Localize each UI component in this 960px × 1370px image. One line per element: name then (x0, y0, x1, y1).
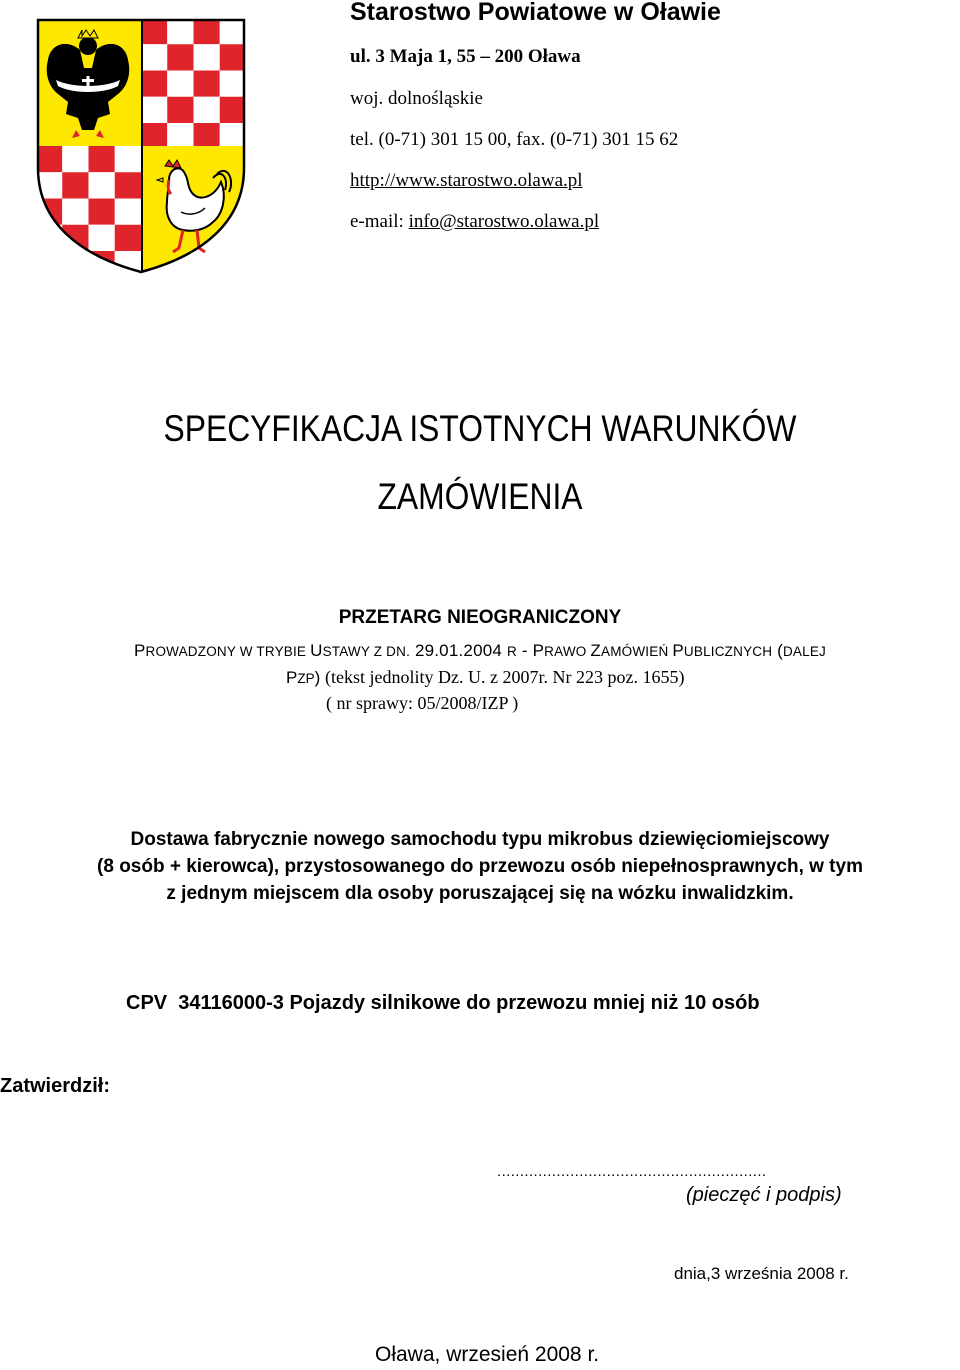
cpv-code: CPV 34116000-3 Pojazdy silnikowe do przewozu mniej niż 10 osób (126, 992, 760, 1014)
email-label: e-mail: (350, 211, 409, 232)
signature-line: ........................................................... (497, 1163, 767, 1180)
coat-of-arms-icon (36, 18, 246, 274)
approval-date: dnia,3 września 2008 r. (674, 1264, 849, 1283)
document-title-line-2: ZAMÓWIENIA (377, 476, 583, 517)
address-street: ul. 3 Maja 1, 55 – 200 Oława (350, 46, 581, 67)
stamp-signature-label: (pieczęć i podpis) (686, 1184, 842, 1206)
subject-line-2: (8 osób + kierowca), przystosowanego do przewozu osób niepełnosprawnych, w tym (97, 856, 863, 877)
document-title-line-1: SPECYFIKACJA ISTOTNYCH WARUNKÓW (163, 408, 797, 449)
address-region: woj. dolnośląskie (350, 88, 483, 109)
organization-name: Starostwo Powiatowe w Oławie (350, 0, 721, 26)
website-link[interactable]: http://www.starostwo.olawa.pl (350, 170, 583, 191)
approved-by-label: Zatwierdził: (0, 1075, 111, 1097)
subject-line-1: Dostawa fabrycznie nowego samochodu typu mikrobus dziewięciomiejscowy (130, 829, 830, 850)
email-line (350, 211, 599, 233)
legal-basis-line-1: PROWADZONY W TRYBIE USTAWY Z DN. 29.01.2004 R - PRAWO ZAMÓWIEŃ PUBLICZNYCH (DALEJ (133, 641, 827, 660)
address-phone: tel. (0-71) 301 15 00, fax. (0-71) 301 15 62 (350, 129, 679, 150)
tender-type: PRZETARG NIEOGRANICZONY (338, 607, 622, 628)
case-number: ( nr sprawy: 05/2008/IZP ) (326, 693, 519, 713)
place-and-date: Oława, wrzesień 2008 r. (375, 1343, 600, 1366)
legal-basis-line-2: PZP) (tekst jednolity Dz. U. z 2007r. Nr 223 poz. 1655) (286, 667, 685, 687)
email-link[interactable]: info@starostwo.olawa.pl (408, 211, 600, 232)
subject-line-3: z jednym miejscem dla osoby poruszającej się na wózku inwalidzkim. (166, 883, 794, 904)
